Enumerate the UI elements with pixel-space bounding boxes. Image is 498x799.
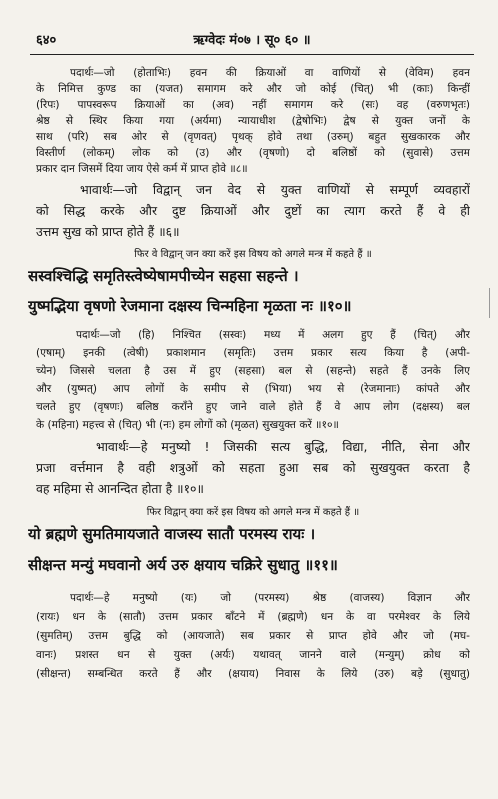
padartha-8-line-4: श्रेष्ठ से स्थिर किया गया (अर्यमा) न्यायाधीश (द्वेषोभिः) द्वेष से युक्त जनों के — [36, 115, 470, 127]
bhavartha-9-line-3: उत्तम सुख को प्राप्त होते हैं ॥६॥ — [36, 224, 180, 239]
padartha-10-line-3: च्येन) जिससे चलता है उस में हुए (सहसा) बल से (सहन्ते) सहते हैं उनके लिए — [36, 365, 470, 377]
intro-line-11: फिर विद्वान् क्या करें इस विषय को अगले मन्त्र में कहते हैं ॥ — [146, 507, 360, 518]
padartha-10-line-5: चलते हुए (वृषणः) बलिष्ठ कराँने हुए जाने वाले होते हैं वे आप लोग (दक्षस्य) बल — [36, 401, 470, 413]
padartha-8-line-7: प्रकार दान जिसमें दिया जाय ऐसे कर्म में प्राप्त होवे ॥८॥ — [36, 163, 248, 175]
intro-line-10: फिर वे विद्वान् जन क्या करें इस विषय को अगले मन्त्र में कहते हैं ॥ — [134, 249, 372, 260]
bhavartha-9-line-2: को सिद्ध करके और दुष्ट क्रियाओं और दुष्टों का त्याग करते हैं वे ही — [36, 203, 470, 218]
mantra-10-line-1: सस्वश्चिद्धि समृतिस्त्वेष्येषामपीच्येन सहसा सहन्ते । — [28, 267, 299, 285]
padartha-8-line-6: विस्तीर्ण (लोकम्) लोक को (उ) और (वृषणो) दो बलिष्ठों को (सुवासे) उत्तम — [36, 147, 470, 159]
padartha-10-line-1: पदार्थः—जो (हि) निश्चित (सस्वः) मध्य में अलग हुए हैं (चित्) और — [76, 329, 470, 341]
bhavartha-10-line-2: प्रजा वर्त्तमान है वही शत्रुओं को सहता हुआ सब को सुखयुक्त करता है — [36, 460, 470, 475]
padartha-10-line-6: के (महिना) महत्त्व से (चित्) भी (नः) हम लोगों को (मृळत) सुखयुक्त करें ॥१०॥ — [36, 419, 339, 431]
padartha-8-line-5: साथ (परि) सब ओर से (वृणवत्) पृथक् होवे तथा (उरुम्) बहुत सुखकारक और — [36, 131, 470, 143]
header-rule — [30, 54, 474, 55]
running-title: ऋग्वेदः मं०७ । सू० ६० ॥ — [193, 33, 311, 48]
mantra-11-line-1: यो ब्रह्मणे सुमतिमायजाते वाजस्य सातौ परमस्य रायः । — [28, 525, 316, 543]
bhavartha-9-line-1: भावार्थः—जो विद्वान् जन वेद से युक्त वाणियों से सम्पूर्ण व्यवहारों — [80, 182, 470, 197]
page-header — [30, 30, 474, 52]
page-number: ६४० — [36, 33, 57, 48]
padartha-10-line-2: (एषाम्) इनकी (त्वेषी) प्रकाशमान (समृतिः) उत्तम प्रकार सत्य किया है (अपी- — [36, 347, 470, 359]
padartha-10-line-4: और (युष्मत्) आप लोगों के समीप से (भिया) भय से (रेजमानाः) कांपते और — [36, 383, 470, 395]
padartha-8-line-3: (रिपः) पापस्वरूप क्रियाओं का (अव) नहीं समागम करे (सः) वह (वरुणभृतः) — [36, 99, 470, 111]
padartha-11-line-3: (सुमतिम्) उत्तम बुद्धि को (आयजाते) सब प्रकार से प्राप्त होवे और जो (मघ- — [36, 630, 470, 642]
padartha-11-line-2: (रायः) धन के (सातौ) उत्तम प्रकार बाँटने में (ब्रह्मणे) धन के वा परमेश्वर के लिये — [36, 611, 470, 623]
padartha-11-line-4: वानः) प्रशस्त धन से युक्त (अर्यः) यथावत् जानने वाले (मन्युम्) क्रोध को — [36, 649, 470, 661]
padartha-11-line-1: पदार्थः—हे मनुष्यो (यः) जो (परमस्य) श्रेष्ठ (वाजस्य) विज्ञान और — [70, 592, 470, 604]
bhavartha-10-line-3: वह महिमा से आनन्दित होता है ॥१०॥ — [36, 481, 204, 496]
bhavartha-10-line-1: भावार्थः—हे मनुष्यो ! जिसकी सत्य बुद्धि, विद्या, नीति, सेना और — [96, 439, 470, 454]
binding-edge-mark — [489, 288, 496, 318]
mantra-11-line-2: सीक्षन्त मन्युं मघवानो अर्य उरु क्षयाय चक्रिरे सुधातु ॥११॥ — [28, 556, 338, 574]
padartha-11-line-5: (सीक्षन्त) सम्बन्धित करते हैं और (क्षयाय) निवास के लिये (उरु) बड़े (सुधातु) — [36, 668, 470, 680]
padartha-8-line-1: पदार्थः—जो (होताभिः) हवन की क्रियाओं वा वाणियों से (वेविम) हवन — [70, 67, 470, 79]
padartha-8-line-2: के निमित्त कुण्ड का (यजत) समागम करे और जो कोई (चित्) भी (काः) किन्हीं — [36, 83, 470, 95]
mantra-10-line-2: युष्मद्भिया वृषणो रेजमाना दक्षस्य चिन्महिना मृळता नः ॥१०॥ — [28, 297, 352, 315]
